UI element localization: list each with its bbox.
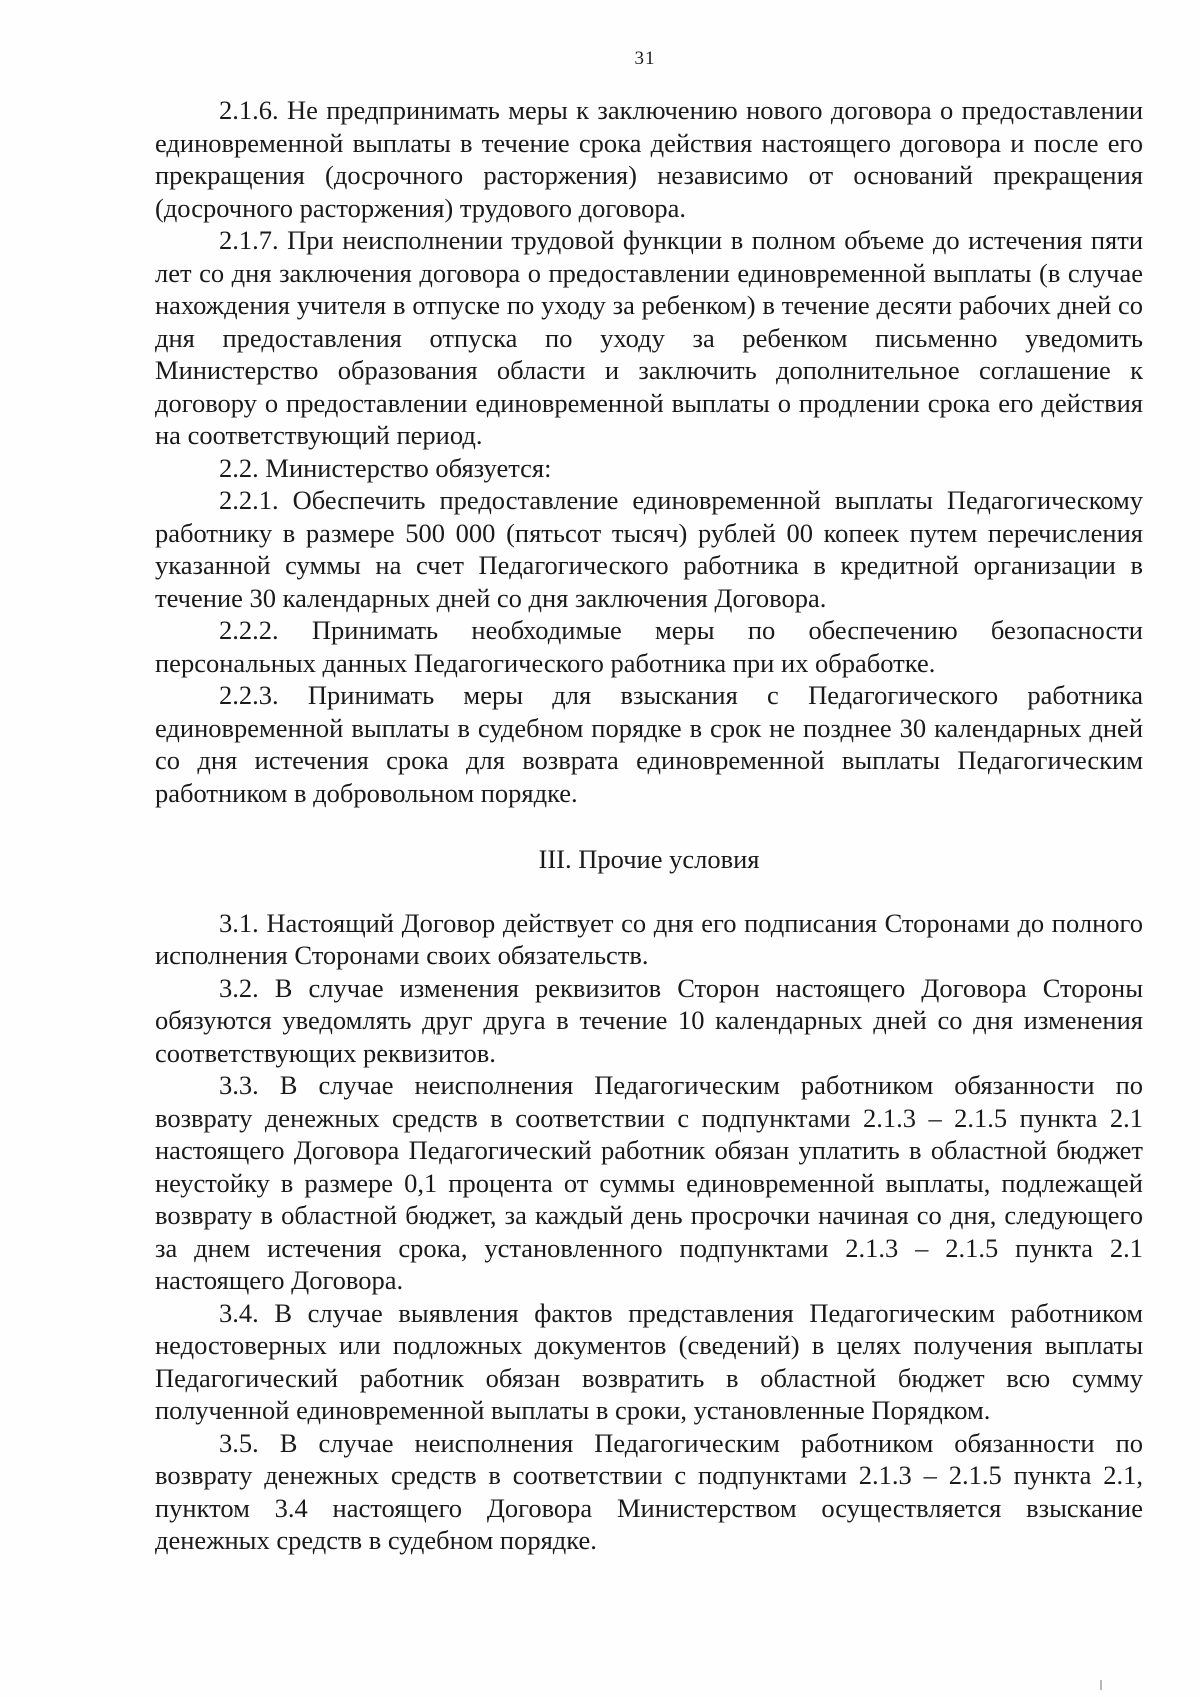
- paragraph-2-2-1: 2.2.1. Обеспечить предоставление единовременной выплаты Педагогическому работнику в размере 500 000 (пятьсот тысяч) рублей 00 копеек путем перечисления указанной суммы на счет Педагогического работника в кредитной организации в течение 30 календарных дней со дня заключения Договора.: [155, 485, 1143, 613]
- paragraph-3-4: 3.4. В случае выявления фактов представления Педагогическим работником недостоверных или подложных документов (сведений) в целях получения выплаты Педагогический работник обязан возвратить в областной бюджет всю сумму полученной единовременной выплаты в сроки, установленные Порядком.: [155, 1297, 1143, 1425]
- paragraph-2-2: 2.2. Министерство обязуется:: [219, 452, 552, 483]
- paragraph-3-2: 3.2. В случае изменения реквизитов Сторон настоящего Договора Стороны обязуются уведомлять друг друга в течение 10 календарных дней со дня изменения соответствующих реквизитов.: [155, 972, 1143, 1068]
- page-number: 31: [634, 48, 656, 69]
- paragraph-2-1-7: 2.1.7. При неисполнении трудовой функции в полном объеме до истечения пяти лет со дня заключения договора о предоставлении единовременной выплаты (в случае нахождения учителя в отпуске по уходу за ребенком) в течение десяти рабочих дней со дня предоставления отпуска по уходу за ребенком письменно уведомить Министерство образования области и заключить дополнительное соглашение к договору о предоставлении единовременной выплаты о продлении срока его действия на соответствующий период.: [155, 225, 1143, 450]
- paragraph-2-1-6: 2.1.6. Не предпринимать меры к заключению нового договора о предоставлении единовременной выплаты в течение срока действия настоящего договора и после его прекращения (досрочного расторжения) независимо от оснований прекращения (досрочного расторжения) трудового договора.: [155, 95, 1143, 223]
- paragraph-2-2-2: 2.2.2. Принимать необходимые меры по обеспечению безопасности персональных данных Педагогического работника при их обработке.: [155, 615, 1143, 678]
- paragraph-3-3: 3.3. В случае неисполнения Педагогическим работником обязанности по возврату денежных средств в соответствии с подпунктами 2.1.3 – 2.1.5 пункта 2.1 настоящего Договора Педагогический работник обязан уплатить в областной бюджет неустойку в размере 0,1 процента от суммы единовременной выплаты, подлежащей возврату в областной бюджет, за каждый день просрочки начиная со дня, следующего за днем истечения срока, установленного подпунктами 2.1.3 – 2.1.5 пункта 2.1 настоящего Договора.: [155, 1070, 1143, 1295]
- scan-artifact: [1100, 1680, 1102, 1690]
- document-body: [155, 94, 1143, 1557]
- section-heading: III. Прочие условия: [538, 844, 760, 874]
- paragraph-3-1: 3.1. Настоящий Договор действует со дня его подписания Сторонами до полного исполнения Сторонами своих обязательств.: [155, 907, 1143, 970]
- paragraph-2-2-3: 2.2.3. Принимать меры для взыскания с Педагогического работника единовременной выплаты в судебном порядке в срок не позднее 30 календарных дней со дня истечения срока для возврата единовременной выплаты Педагогическим работником в добровольном порядке.: [155, 680, 1143, 808]
- paragraph-3-5: 3.5. В случае неисполнения Педагогическим работником обязанности по возврату денежных средств в соответствии с подпунктами 2.1.3 – 2.1.5 пункта 2.1, пунктом 3.4 настоящего Договора Министерством осуществляется взыскание денежных средств в судебном порядке.: [155, 1427, 1143, 1555]
